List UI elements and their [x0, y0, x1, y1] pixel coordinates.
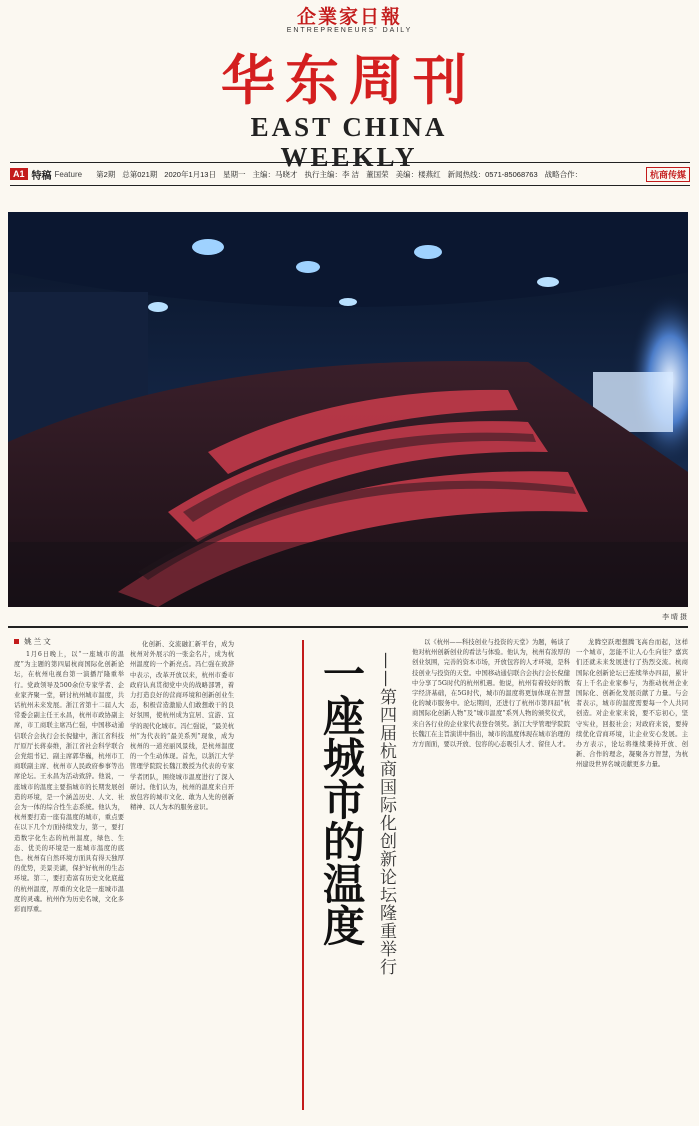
director: 董国荣 — [366, 169, 389, 179]
article-subhead: ——第四届杭商国际化创新论坛隆重举行 — [376, 652, 396, 976]
section-label: 特稿 — [31, 170, 52, 182]
issue-date: 2020年1月13日 — [164, 169, 216, 179]
article-column-2: 化创新、交流融汇新平台，成为杭州对外展示的一张金名片，成为杭州温度的一个新亮点。冯仁强在致辞中表示，改革开放以来，杭州市委市政府认真贯彻党中央的战略部署，着力打造良好的营商环境和创新创业生态，积极营造激励人们敢想敢干的良好氛围，使杭州成为宜居、宜游、宜学的现代化城市。冯仁强说，“最美杭州”为代表的“最美系列”现象，成为杭州的一道亮丽风景线，是杭州温度的一个生动体现。首先，以浙江大学管理学院院长魏江教授为代表的专家学者团队，围绕城市温度进行了深入研讨。他们认为，杭州的温度来自开放包容的城市文化、敢为人先的创新精神、以人为本的服务意识。 — [130, 641, 234, 812]
partner-brand: 杭商传媒 — [646, 167, 690, 182]
partner-label: 战略合作： — [544, 169, 583, 179]
forum-photo — [8, 212, 688, 607]
page-number: A1 — [10, 168, 28, 180]
masthead — [0, 0, 699, 38]
article-column-4: 龙腾空跃理想腾飞高台而起，这样一个城市，怎能不让人心生向往？嘉宾们还就未来发展进行了热烈交流。杭商国际化创新论坛已连续举办四届，累计有上千名企业家参与，为推动杭州企业国际化、创新化发展贡献了力量。与会者表示，城市的温度需要每一个人共同创造。对企业家来说，要不忘初心，坚守实业，回报社会；对政府来说，要持续优化营商环境，让企业安心发展。主办方表示，论坛将继续秉持开放、创新、合作的理念，凝聚各方智慧，为杭州建设世界名城贡献更多力量。 — [576, 639, 688, 769]
section-rule — [8, 626, 688, 628]
weekday: 星期一 — [222, 169, 246, 179]
article-headline: 一座城市的温度 — [317, 652, 366, 946]
paper-name-en: ENTREPRENEURS' DAILY — [286, 27, 413, 34]
art-editor: 美编：楼燕红 — [395, 169, 441, 179]
byline-text: 姚 兰 文 — [24, 637, 51, 646]
supplement-banner — [196, 49, 502, 172]
chief-editor: 主编：马晓才 — [252, 169, 298, 179]
byline — [14, 636, 51, 647]
article-column-1: 1月6日晚上，以“一座城市的温度”为主题的第四届杭商国际化创新论坛，在杭州电视台第一演播厅隆重举行。党政领导及500余位专家学者、企业家齐聚一堂，研讨杭州城市温度，共话杭州未来发展。浙江省第十二届人大常委会副主任王永昌，杭州市政协副主席，市工商联主席冯仁强，中国移动通信联合会执行会长倪健中，浙江省科技厅原厅长蒋泰维，浙江省社会科学联合会党组书记、副主席郭华巍，杭州市工商联副主席、杭州市人民政府参事等出席论坛。王永昌为活动致辞。他说，一座城市的温度主要指城市的长期发展创造的环境，是一个涵盖历史、人文、社会为一体的综合性生态系统。他认为，杭州要打造一座有温度的城市，重点要在以下几个方面持续发力，第一，要打造数字化生态的杭州温度，绿色、生态、优美的环境是一座城市温度的底色。杭州有自然环境方面具有得天独厚的优势，美景美湖，保护好杭州的生态环境。第二，要打造富有历史文化底蕴的杭州温度，厚重的文化是一座城市温度的灵魂。杭州作为历史名城，文化多彩而厚重。 — [14, 651, 124, 914]
paper-logo: 企業家日報 — [296, 6, 402, 28]
section-label-en: Feature — [54, 169, 83, 179]
byline-square-icon — [14, 639, 19, 644]
auditorium-illustration — [8, 212, 688, 607]
article-column-3: 以《杭州——科技创业与投资的天堂》为题，畅谈了他对杭州创新创业的看法与体验。他认为，杭州有浓厚的创业氛围，完善的资本市场，开放包容的人才环境，是科技创业与投资的天堂。中国移动通信联合会执行会长倪健中分享了5G时代的杭州机遇。他说，杭州有着较好的数字经济基础，在5G时代，城市的温度将更加体现在智慧化的城市服务中。论坛期间，还进行了杭州市第四届“杭商国际化创新人物”及“城市温度”系列人物的颁奖仪式，来自各行业的企业家代表登台领奖。浙江大学管理学院院长魏江在主旨演讲中指出，城市的温度体现在城市治理的方方面面，要以开放、包容的心态吸引人才、留住人才。 — [412, 639, 570, 749]
issue-info-bar — [10, 162, 690, 186]
supplement-title-en: EAST CHINA WEEKLY — [250, 112, 448, 172]
total-issue: 总第021期 — [122, 169, 158, 179]
exec-editor: 执行主编：李 洁 — [304, 169, 360, 179]
supplement-title: 华东周刊 — [221, 49, 477, 112]
photo-credit: 李 晴 摄 — [662, 614, 687, 621]
news-hotline: 新闻热线：0571-85068763 — [447, 169, 538, 179]
issue-number: 第2期 — [96, 169, 116, 179]
headline-accent-bar — [302, 640, 304, 1110]
